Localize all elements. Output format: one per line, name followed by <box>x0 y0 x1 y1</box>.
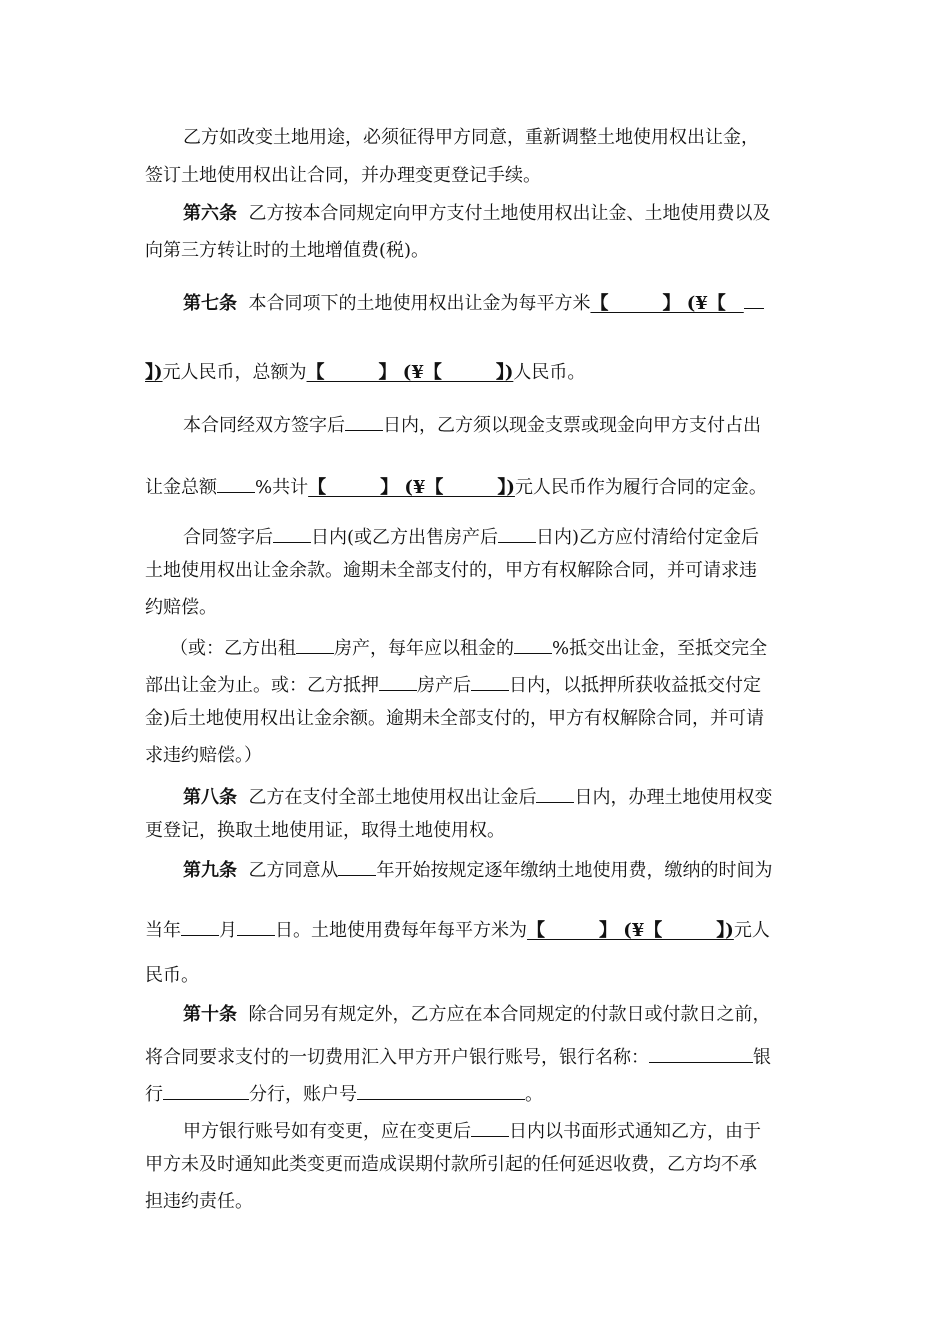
text-line <box>183 1116 761 1144</box>
paragraph-text: 日内)乙方应付清给付定金后 <box>536 527 760 548</box>
paragraph-text: 房产后 <box>417 675 471 696</box>
blank-line <box>237 915 275 936</box>
paragraph-text: 让金总额 <box>145 477 217 498</box>
text-line <box>183 126 759 150</box>
blank-line <box>296 633 334 654</box>
article-8-line <box>183 782 772 810</box>
paragraph-text: 日。土地使用费每年每平方米为 <box>275 920 527 941</box>
bank-name-blank <box>649 1042 753 1063</box>
paragraph-text: 年开始按规定逐年缴纳土地使用费，缴纳的时间为 <box>376 860 773 881</box>
paragraph-text: 银 <box>753 1047 771 1068</box>
paragraph-text: %共计 <box>255 477 309 498</box>
article-9-line <box>183 855 772 883</box>
paragraph-text: 签订土地使用权出让合同，并办理变更登记手续。 <box>145 165 541 186</box>
text-line <box>145 670 761 698</box>
paragraph-text: 除合同另有规定外，乙方应在本合同规定的付款日或付款日之前， <box>248 1004 771 1025</box>
article-7-title: 第七条 <box>183 293 237 314</box>
paragraph-text: 土地使用权出让金余款。逾期未全部支付的，甲方有权解除合同，并可请求违 <box>145 560 757 581</box>
paragraph-text: 甲方银行账号如有变更，应在变更后 <box>183 1121 471 1142</box>
paragraph-text: 月 <box>219 920 237 941</box>
paragraph-text: 。 <box>525 1084 543 1105</box>
paragraph-text: 分行，账户号 <box>249 1084 357 1105</box>
paragraph-text: 向第三方转让时的土地增值费(税)。 <box>145 240 430 261</box>
paragraph-text: 求违约赔偿。） <box>145 745 262 766</box>
blank-line <box>273 522 311 543</box>
paragraph-text: 将合同要求支付的一切费用汇入甲方开户银行账号，银行名称： <box>145 1047 649 1068</box>
article-9-title: 第九条 <box>183 860 237 881</box>
paragraph-text: 日内，办理土地使用权变 <box>574 787 773 808</box>
text-line <box>145 744 262 768</box>
article-6-line <box>183 202 770 226</box>
text-line <box>170 633 767 661</box>
total-fill-field: 【 】 (¥【 】) <box>306 362 514 383</box>
land-fee-fill-field: 【 】 (¥【 】) <box>527 920 734 941</box>
paragraph-text: 乙方按本合同规定向甲方支付土地使用权出让金、土地使用费以及 <box>248 203 771 224</box>
article-7-line <box>183 288 764 316</box>
paragraph-text: 更登记，换取土地使用证，取得土地使用权。 <box>145 820 505 841</box>
paragraph-text: 部出让金为止。或：乙方抵押 <box>145 675 379 696</box>
blank-line <box>217 472 255 493</box>
blank-line <box>744 288 764 309</box>
text-line <box>145 1079 543 1107</box>
price-fill-field: 【 】 (¥【 <box>590 293 744 314</box>
paragraph-text: 甲方未及时通知此类变更而造成误期付款所引起的任何延迟收费，乙方均不承 <box>145 1154 757 1175</box>
blank-line <box>536 782 574 803</box>
paragraph-text: 日内(或乙方出售房产后 <box>311 527 499 548</box>
blank-line <box>471 670 509 691</box>
paragraph-text: 元人民币作为履行合同的定金。 <box>514 477 767 498</box>
blank-line <box>379 670 417 691</box>
paragraph-text: 日内，乙方须以现金支票或现金向甲方支付占出 <box>383 415 761 436</box>
text-line <box>145 596 217 620</box>
paragraph-text: 金)后土地使用权出让金余额。逾期未全部支付的，甲方有权解除合同，并可请 <box>145 708 765 729</box>
paragraph-text: （或：乙方出租 <box>170 638 296 659</box>
paragraph-text: 元人 <box>733 920 770 941</box>
paragraph-text: 行 <box>145 1084 163 1105</box>
text-line <box>145 1042 771 1070</box>
text-line <box>145 964 199 988</box>
text-line <box>145 559 757 583</box>
paragraph-text: 本合同经双方签字后 <box>183 415 345 436</box>
paragraph-text: 日内，以抵押所获收益抵交付定 <box>509 675 761 696</box>
article-6-title: 第六条 <box>183 203 237 224</box>
article-8-title: 第八条 <box>183 787 237 808</box>
text-line <box>183 522 759 550</box>
article-10-line <box>183 1003 770 1027</box>
paragraph-text: 约赔偿。 <box>145 597 217 618</box>
paragraph-text: 合同签字后 <box>183 527 273 548</box>
text-line <box>145 915 770 943</box>
text-line <box>145 819 505 843</box>
paragraph-text: 房产，每年应以租金的 <box>334 638 514 659</box>
paragraph-text: 日内以书面形式通知乙方，由于 <box>509 1121 761 1142</box>
paragraph-text: 元人民币，总额为 <box>162 362 307 383</box>
blank-line <box>338 855 376 876</box>
paragraph-text: 民币。 <box>145 965 199 986</box>
paragraph-text: 乙方同意从 <box>248 860 339 881</box>
blank-line <box>181 915 219 936</box>
paragraph-text: 本合同项下的土地使用权出让金为每平方米 <box>248 293 591 314</box>
branch-blank <box>163 1079 249 1100</box>
blank-line <box>498 522 536 543</box>
paragraph-text: %抵交出让金，至抵交完全 <box>552 638 768 659</box>
text-line <box>183 410 761 438</box>
paragraph-text: 当年 <box>145 920 181 941</box>
paragraph-text: 人民币。 <box>513 362 586 383</box>
blank-line <box>345 410 383 431</box>
account-number-blank <box>357 1079 525 1100</box>
paragraph-text: 乙方如改变土地用途，必须征得甲方同意，重新调整土地使用权出让金， <box>183 127 759 148</box>
text-line <box>145 164 541 188</box>
price-fill-field: 】) <box>145 362 163 383</box>
paragraph-text: 担违约责任。 <box>145 1191 253 1212</box>
article-10-title: 第十条 <box>183 1004 237 1025</box>
deposit-fill-field: 【 】 (¥【 】) <box>308 477 515 498</box>
text-line <box>145 1190 253 1214</box>
text-line <box>145 361 585 385</box>
text-line <box>145 1153 757 1177</box>
blank-line <box>514 633 552 654</box>
text-line <box>145 239 429 263</box>
paragraph-text: 乙方在支付全部土地使用权出让金后 <box>248 787 537 808</box>
text-line <box>145 707 764 731</box>
text-line <box>145 472 767 500</box>
blank-line <box>471 1116 509 1137</box>
